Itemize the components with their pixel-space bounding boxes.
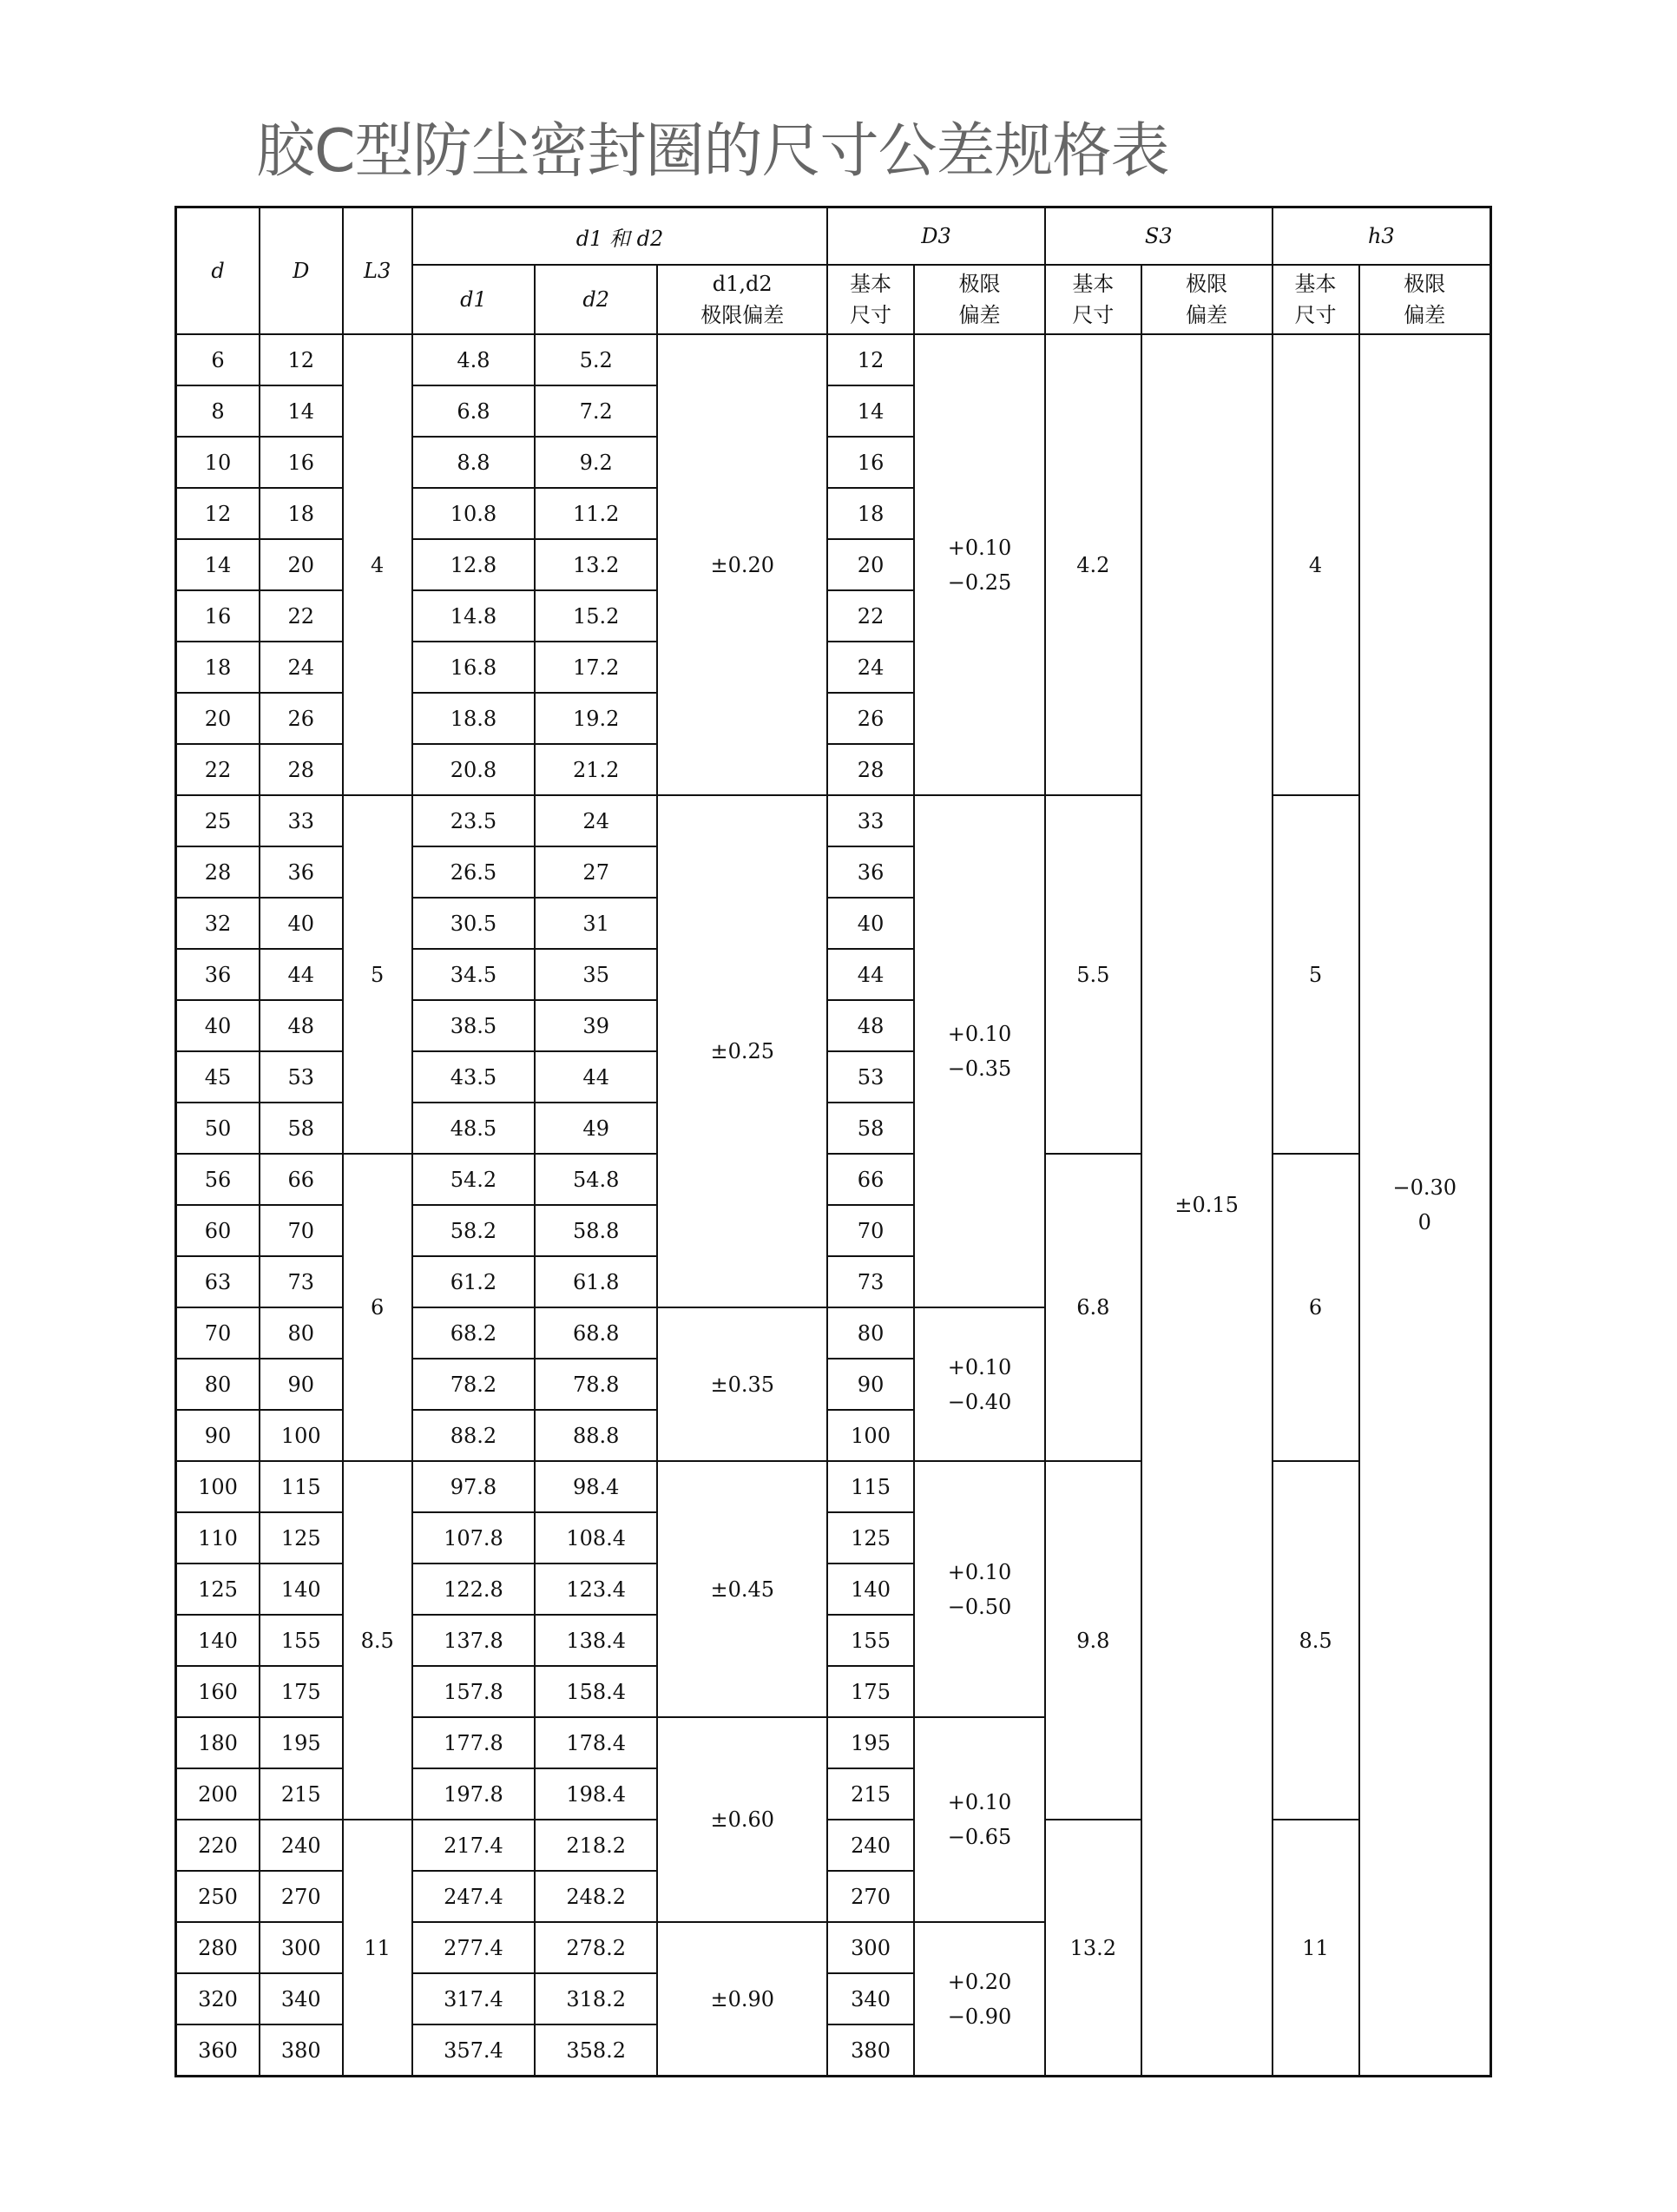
cell-d1: 107.8 xyxy=(412,1512,535,1564)
cell-d1: 14.8 xyxy=(412,590,535,642)
cell-D3-basic: 20 xyxy=(827,539,914,590)
cell-h3-basic: 8.5 xyxy=(1273,1461,1359,1820)
cell-D3-basic: 100 xyxy=(827,1410,914,1461)
cell-d2: 17.2 xyxy=(535,642,657,693)
header-D3-basic xyxy=(827,265,914,334)
cell-d1: 23.5 xyxy=(412,795,535,846)
cell-d1: 18.8 xyxy=(412,693,535,744)
tolerance-line: −0.35 xyxy=(947,1057,1012,1081)
header-D-label: D xyxy=(293,259,310,283)
header-line: 基本 xyxy=(1072,272,1115,296)
cell-D: 14 xyxy=(260,385,343,437)
cell-d2: 123.4 xyxy=(535,1564,657,1615)
header-line: 基本 xyxy=(850,272,892,296)
cell-D3-basic: 36 xyxy=(827,846,914,898)
cell-d1: 78.2 xyxy=(412,1359,535,1410)
cell-D: 115 xyxy=(260,1461,343,1512)
cell-D: 48 xyxy=(260,1000,343,1051)
cell-d2: 35 xyxy=(535,949,657,1000)
cell-D3-basic: 48 xyxy=(827,1000,914,1051)
cell-d2: 44 xyxy=(535,1051,657,1103)
cell-D: 22 xyxy=(260,590,343,642)
cell-d: 10 xyxy=(176,437,260,488)
cell-D3-basic: 140 xyxy=(827,1564,914,1615)
cell-d2: 13.2 xyxy=(535,539,657,590)
cell-D3-basic: 24 xyxy=(827,642,914,693)
header-d1 xyxy=(412,265,535,334)
tolerance-line: −0.65 xyxy=(947,1825,1012,1849)
cell-d2: 68.8 xyxy=(535,1307,657,1359)
cell-D3-basic: 175 xyxy=(827,1666,914,1717)
cell-d: 140 xyxy=(176,1615,260,1666)
cell-d2: 78.8 xyxy=(535,1359,657,1410)
tolerance-line: ±0.35 xyxy=(710,1372,774,1397)
cell-d: 220 xyxy=(176,1820,260,1871)
cell-d1: 68.2 xyxy=(412,1307,535,1359)
tolerance-line: ±0.45 xyxy=(710,1577,774,1602)
cell-d2: 358.2 xyxy=(535,2024,657,2077)
cell-D: 80 xyxy=(260,1307,343,1359)
tolerance-line: −0.40 xyxy=(947,1389,1012,1414)
header-S3-limit xyxy=(1141,265,1273,334)
cell-D3-basic: 40 xyxy=(827,898,914,949)
cell-D3-basic: 155 xyxy=(827,1615,914,1666)
cell-S3-tolerance xyxy=(1141,334,1273,2077)
cell-d: 16 xyxy=(176,590,260,642)
cell-D: 44 xyxy=(260,949,343,1000)
cell-D: 195 xyxy=(260,1717,343,1768)
cell-h3-basic: 11 xyxy=(1273,1820,1359,2077)
cell-D3-basic: 18 xyxy=(827,488,914,539)
cell-D: 340 xyxy=(260,1973,343,2024)
cell-h3-basic: 4 xyxy=(1273,334,1359,795)
cell-D3-basic: 22 xyxy=(827,590,914,642)
cell-d2: 27 xyxy=(535,846,657,898)
cell-d1: 12.8 xyxy=(412,539,535,590)
cell-D: 12 xyxy=(260,334,343,385)
cell-D: 100 xyxy=(260,1410,343,1461)
cell-d2: 58.8 xyxy=(535,1205,657,1256)
cell-D: 24 xyxy=(260,642,343,693)
cell-h3-basic: 5 xyxy=(1273,795,1359,1154)
cell-D3-basic: 12 xyxy=(827,334,914,385)
table-row xyxy=(176,1820,1491,1871)
cell-D: 20 xyxy=(260,539,343,590)
cell-d2: 21.2 xyxy=(535,744,657,795)
cell-d: 320 xyxy=(176,1973,260,2024)
table-row xyxy=(176,1461,1491,1512)
table-body xyxy=(176,334,1491,2077)
cell-d2: 98.4 xyxy=(535,1461,657,1512)
cell-d2: 11.2 xyxy=(535,488,657,539)
cell-d1: 357.4 xyxy=(412,2024,535,2077)
cell-D3-basic: 195 xyxy=(827,1717,914,1768)
header-d1-label: d1 xyxy=(460,287,487,312)
cell-d1: 88.2 xyxy=(412,1410,535,1461)
header-d1-d2-label: d1 和 d2 xyxy=(575,226,664,251)
cell-D: 26 xyxy=(260,693,343,744)
cell-D3-basic: 26 xyxy=(827,693,914,744)
cell-d2: 158.4 xyxy=(535,1666,657,1717)
header-d xyxy=(176,207,260,335)
cell-d2: 15.2 xyxy=(535,590,657,642)
cell-D3-tolerance xyxy=(914,1461,1045,1717)
cell-D: 18 xyxy=(260,488,343,539)
cell-L3: 11 xyxy=(343,1820,412,2077)
cell-d1: 137.8 xyxy=(412,1615,535,1666)
cell-d: 40 xyxy=(176,1000,260,1051)
tolerance-line: ±0.20 xyxy=(710,552,774,577)
cell-L3: 8.5 xyxy=(343,1461,412,1820)
cell-d1: 43.5 xyxy=(412,1051,535,1103)
header-h3-basic xyxy=(1273,265,1359,334)
cell-d: 100 xyxy=(176,1461,260,1512)
cell-D: 215 xyxy=(260,1768,343,1820)
header-line: 偏差 xyxy=(1404,303,1446,327)
cell-D: 53 xyxy=(260,1051,343,1103)
cell-d2: 218.2 xyxy=(535,1820,657,1871)
cell-d2: 198.4 xyxy=(535,1768,657,1820)
tolerance-line: +0.10 xyxy=(947,1022,1012,1046)
tolerance-line: ±0.60 xyxy=(710,1807,774,1832)
cell-D: 58 xyxy=(260,1103,343,1154)
cell-D3-tolerance xyxy=(914,334,1045,795)
cell-d: 50 xyxy=(176,1103,260,1154)
cell-d1: 6.8 xyxy=(412,385,535,437)
cell-d: 25 xyxy=(176,795,260,846)
cell-D3-basic: 340 xyxy=(827,1973,914,2024)
cell-d: 360 xyxy=(176,2024,260,2077)
cell-D: 28 xyxy=(260,744,343,795)
cell-d1: 97.8 xyxy=(412,1461,535,1512)
cell-d: 110 xyxy=(176,1512,260,1564)
cell-D3-basic: 28 xyxy=(827,744,914,795)
cell-d1: 30.5 xyxy=(412,898,535,949)
cell-d2: 138.4 xyxy=(535,1615,657,1666)
cell-d1: 247.4 xyxy=(412,1871,535,1922)
cell-d1: 177.8 xyxy=(412,1717,535,1768)
cell-d1d2-tolerance xyxy=(657,1307,827,1461)
cell-d2: 178.4 xyxy=(535,1717,657,1768)
cell-d: 160 xyxy=(176,1666,260,1717)
cell-L3: 6 xyxy=(343,1154,412,1461)
cell-d: 280 xyxy=(176,1922,260,1973)
cell-d1: 317.4 xyxy=(412,1973,535,2024)
header-d1d2-tolerance xyxy=(657,265,827,334)
cell-S3-basic: 13.2 xyxy=(1045,1820,1141,2077)
cell-d1d2-tolerance xyxy=(657,1922,827,2077)
cell-S3-basic: 6.8 xyxy=(1045,1154,1141,1461)
cell-D3-tolerance xyxy=(914,1922,1045,2077)
header-d1-d2 xyxy=(412,207,827,266)
cell-d: 14 xyxy=(176,539,260,590)
table-row xyxy=(176,1154,1491,1205)
header-L3 xyxy=(343,207,412,335)
cell-d: 63 xyxy=(176,1256,260,1307)
cell-D3-basic: 73 xyxy=(827,1256,914,1307)
cell-D3-basic: 125 xyxy=(827,1512,914,1564)
header-line: 偏差 xyxy=(1186,303,1228,327)
cell-d2: 88.8 xyxy=(535,1410,657,1461)
cell-D3-tolerance xyxy=(914,1717,1045,1922)
cell-D3-basic: 14 xyxy=(827,385,914,437)
cell-h3-tolerance xyxy=(1359,334,1491,2077)
cell-d: 12 xyxy=(176,488,260,539)
cell-d2: 108.4 xyxy=(535,1512,657,1564)
header-L3-label: L3 xyxy=(364,259,391,283)
cell-d1d2-tolerance xyxy=(657,795,827,1307)
tolerance-line: +0.10 xyxy=(947,1790,1012,1814)
cell-d2: 5.2 xyxy=(535,334,657,385)
cell-d2: 49 xyxy=(535,1103,657,1154)
tolerance-line: +0.20 xyxy=(947,1969,1012,1994)
tolerance-line: +0.10 xyxy=(947,535,1012,560)
header-D3 xyxy=(827,207,1045,266)
cell-d1: 58.2 xyxy=(412,1205,535,1256)
cell-d: 56 xyxy=(176,1154,260,1205)
cell-d: 180 xyxy=(176,1717,260,1768)
cell-D: 70 xyxy=(260,1205,343,1256)
cell-d1: 16.8 xyxy=(412,642,535,693)
cell-d: 60 xyxy=(176,1205,260,1256)
cell-d: 36 xyxy=(176,949,260,1000)
header-line: 极限 xyxy=(1186,272,1228,296)
tolerance-line: −0.90 xyxy=(947,2004,1012,2029)
cell-d1: 122.8 xyxy=(412,1564,535,1615)
cell-d1: 4.8 xyxy=(412,334,535,385)
cell-d2: 19.2 xyxy=(535,693,657,744)
cell-d: 80 xyxy=(176,1359,260,1410)
cell-d: 125 xyxy=(176,1564,260,1615)
cell-d2: 31 xyxy=(535,898,657,949)
cell-D: 36 xyxy=(260,846,343,898)
header-line: 极限偏差 xyxy=(700,303,785,327)
header-line: 基本 xyxy=(1294,272,1337,296)
cell-d: 18 xyxy=(176,642,260,693)
cell-D3-tolerance xyxy=(914,795,1045,1307)
cell-h3-basic: 6 xyxy=(1273,1154,1359,1461)
cell-d1: 20.8 xyxy=(412,744,535,795)
page-title: 胶C型防尘密封圈的尺寸公差规格表 xyxy=(256,117,1169,186)
header-D3-limit xyxy=(914,265,1045,334)
header-S3-label: S3 xyxy=(1144,224,1173,248)
tolerance-line: ±0.25 xyxy=(710,1039,774,1063)
tolerance-line: +0.10 xyxy=(947,1354,1012,1379)
cell-D: 73 xyxy=(260,1256,343,1307)
cell-D3-basic: 80 xyxy=(827,1307,914,1359)
dimension-table xyxy=(174,206,1492,2077)
cell-d1: 197.8 xyxy=(412,1768,535,1820)
cell-D: 240 xyxy=(260,1820,343,1871)
cell-D3-tolerance xyxy=(914,1307,1045,1461)
cell-L3: 5 xyxy=(343,795,412,1154)
cell-d: 70 xyxy=(176,1307,260,1359)
cell-d2: 318.2 xyxy=(535,1973,657,2024)
cell-d: 20 xyxy=(176,693,260,744)
header-d2 xyxy=(535,265,657,334)
header-S3-basic xyxy=(1045,265,1141,334)
cell-D3-basic: 16 xyxy=(827,437,914,488)
table-row xyxy=(176,334,1491,385)
tolerance-line: +0.10 xyxy=(947,1559,1012,1584)
cell-d1d2-tolerance xyxy=(657,1717,827,1922)
tolerance-line: −0.30 xyxy=(1392,1175,1457,1200)
cell-d1: 26.5 xyxy=(412,846,535,898)
cell-d2: 9.2 xyxy=(535,437,657,488)
tolerance-line: −0.25 xyxy=(947,569,1012,595)
cell-D3-basic: 44 xyxy=(827,949,914,1000)
header-d2-label: d2 xyxy=(582,287,610,312)
cell-d: 45 xyxy=(176,1051,260,1103)
header-line: 偏差 xyxy=(958,303,1001,327)
cell-d2: 278.2 xyxy=(535,1922,657,1973)
cell-D3-basic: 300 xyxy=(827,1922,914,1973)
tolerance-line: ±0.15 xyxy=(1174,1193,1239,1217)
cell-S3-basic: 4.2 xyxy=(1045,334,1141,795)
header-h3-limit xyxy=(1359,265,1491,334)
cell-d: 250 xyxy=(176,1871,260,1922)
header-D3-label: D3 xyxy=(921,224,951,248)
cell-D: 66 xyxy=(260,1154,343,1205)
cell-D: 16 xyxy=(260,437,343,488)
tolerance-line: 0 xyxy=(1417,1210,1431,1234)
cell-d1: 277.4 xyxy=(412,1922,535,1973)
cell-D: 270 xyxy=(260,1871,343,1922)
cell-d1: 8.8 xyxy=(412,437,535,488)
header-line: 尺寸 xyxy=(1072,303,1115,327)
cell-d1: 10.8 xyxy=(412,488,535,539)
cell-d: 22 xyxy=(176,744,260,795)
cell-S3-basic: 9.8 xyxy=(1045,1461,1141,1820)
cell-d2: 54.8 xyxy=(535,1154,657,1205)
cell-d1: 34.5 xyxy=(412,949,535,1000)
cell-d2: 39 xyxy=(535,1000,657,1051)
tolerance-line: −0.50 xyxy=(947,1594,1012,1619)
cell-d1: 38.5 xyxy=(412,1000,535,1051)
cell-d2: 61.8 xyxy=(535,1256,657,1307)
header-line: 尺寸 xyxy=(1294,303,1337,327)
cell-D: 125 xyxy=(260,1512,343,1564)
cell-D: 155 xyxy=(260,1615,343,1666)
cell-d: 8 xyxy=(176,385,260,437)
cell-d1d2-tolerance xyxy=(657,334,827,795)
cell-D3-basic: 240 xyxy=(827,1820,914,1871)
cell-D3-basic: 58 xyxy=(827,1103,914,1154)
cell-D3-basic: 115 xyxy=(827,1461,914,1512)
header-line: 极限 xyxy=(1404,272,1446,296)
cell-D3-basic: 70 xyxy=(827,1205,914,1256)
cell-D3-basic: 270 xyxy=(827,1871,914,1922)
header-line: 极限 xyxy=(958,272,1001,296)
cell-d: 32 xyxy=(176,898,260,949)
header-line: d1,d2 xyxy=(712,272,773,296)
cell-D: 90 xyxy=(260,1359,343,1410)
cell-d1: 61.2 xyxy=(412,1256,535,1307)
cell-D: 33 xyxy=(260,795,343,846)
cell-D3-basic: 53 xyxy=(827,1051,914,1103)
cell-d1: 157.8 xyxy=(412,1666,535,1717)
cell-D3-basic: 33 xyxy=(827,795,914,846)
cell-d2: 248.2 xyxy=(535,1871,657,1922)
cell-D3-basic: 66 xyxy=(827,1154,914,1205)
cell-D3-basic: 90 xyxy=(827,1359,914,1410)
cell-D: 40 xyxy=(260,898,343,949)
cell-D3-basic: 215 xyxy=(827,1768,914,1820)
cell-d: 90 xyxy=(176,1410,260,1461)
header-D xyxy=(260,207,343,335)
cell-d1: 48.5 xyxy=(412,1103,535,1154)
tolerance-line: ±0.90 xyxy=(710,1986,774,2011)
cell-d2: 24 xyxy=(535,795,657,846)
cell-L3: 4 xyxy=(343,334,412,795)
cell-D: 175 xyxy=(260,1666,343,1717)
header-d-label: d xyxy=(211,259,225,283)
cell-d: 6 xyxy=(176,334,260,385)
cell-d2: 7.2 xyxy=(535,385,657,437)
cell-d1: 54.2 xyxy=(412,1154,535,1205)
cell-D: 300 xyxy=(260,1922,343,1973)
cell-D: 380 xyxy=(260,2024,343,2077)
header-S3 xyxy=(1045,207,1273,266)
cell-D3-basic: 380 xyxy=(827,2024,914,2077)
header-line: 尺寸 xyxy=(850,303,892,327)
cell-d1d2-tolerance xyxy=(657,1461,827,1717)
cell-D: 140 xyxy=(260,1564,343,1615)
cell-S3-basic: 5.5 xyxy=(1045,795,1141,1154)
cell-d1: 217.4 xyxy=(412,1820,535,1871)
header-h3-label: h3 xyxy=(1367,224,1395,248)
cell-d: 28 xyxy=(176,846,260,898)
table-row xyxy=(176,795,1491,846)
header-h3 xyxy=(1273,207,1491,266)
cell-d: 200 xyxy=(176,1768,260,1820)
